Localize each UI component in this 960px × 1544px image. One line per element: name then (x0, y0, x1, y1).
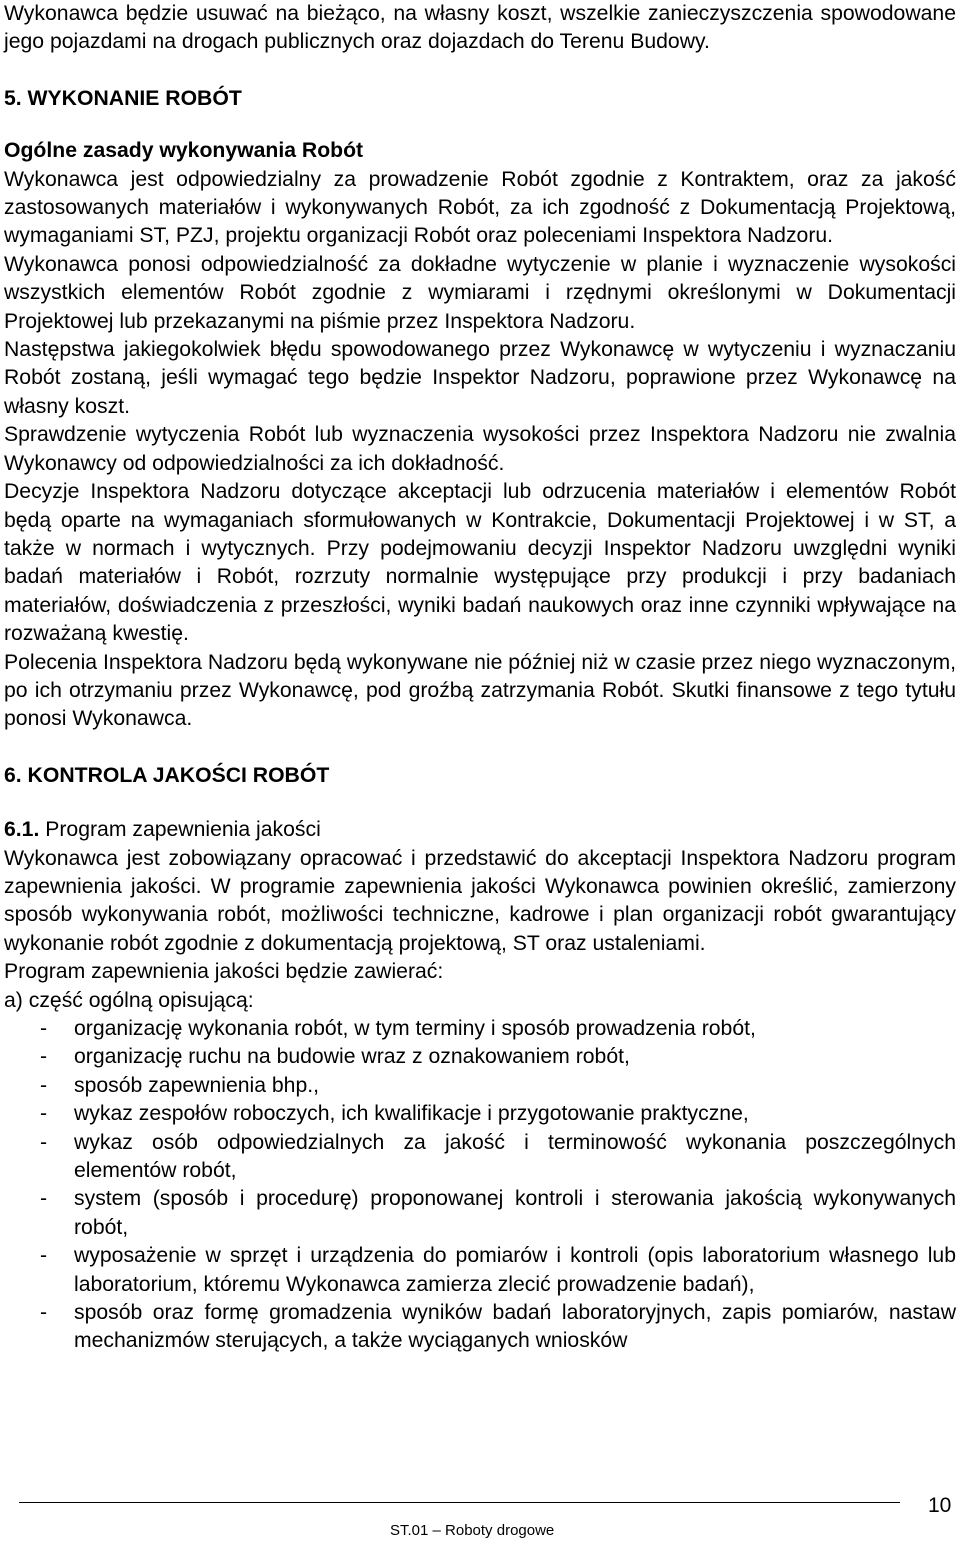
section-6-1-number: 6.1. (4, 818, 40, 842)
list-item: - organizację ruchu na budowie wraz z oznakowaniem robót, (4, 1043, 956, 1071)
section-5-subtitle: Ogólne zasady wykonywania Robót (4, 139, 364, 163)
section-5-paragraph: Wykonawca ponosi odpowiedzialność za dokładne wytyczenie w planie i wyznaczenie wysokości wszystkich elementów Robót zgodnie z wymiarami i rzędnymi określonymi w Dokumentacji Projektowej lub przekazanymi na piśmie przez Inspektora Nadzoru. (4, 252, 956, 333)
list-item: - system (sposób i procedurę) proponowanej kontroli i sterowania jakością wykonywanych robót, (4, 1185, 956, 1242)
section-5-title: 5. WYKONANIE ROBÓT (4, 86, 242, 110)
section-5-paragraph: Sprawdzenie wytyczenia Robót lub wyznaczenia wysokości przez Inspektora Nadzoru nie zwalnia Wykonawcy od odpowiedzialności za ich dokładność. (4, 423, 956, 475)
section-5-paragraph: Polecenia Inspektora Nadzoru będą wykonywane nie później niż w czasie przez niego wyznaczonym, po ich otrzymaniu przez Wykonawcę, pod groźbą zatrzymania Robót. Skutki finansowe z tego tytułu ponosi Wykonawca. (4, 650, 956, 731)
section-6-1-paragraph: Wykonawca jest zobowiązany opracować i przedstawić do akceptacji Inspektora Nadzoru program zapewnienia jakości. W programie zapewnienia jakości Wykonawca powinien określić, zamierzony sposób wykonywania robót, możliwości techniczne, kadrowe i plan organizacji robót gwarantujący wykonanie robót zgodnie z dokumentacją projektową, ST oraz ustaleniami. (4, 846, 956, 955)
list-item: - wykaz osób odpowiedzialnych za jakość i terminowość wykonania poszczególnych elementów robót, (4, 1129, 956, 1186)
page-number: 10 (928, 1494, 952, 1517)
list-item: - wykaz zespołów roboczych, ich kwalifikacje i przygotowanie praktyczne, (4, 1100, 956, 1128)
program-items-list (4, 1015, 956, 1356)
footer-label: ST.01 – Roboty drogowe (390, 1522, 555, 1539)
part-a-label: a) część ogólną opisującą: (4, 988, 254, 1012)
page-content (4, 0, 956, 1356)
section-6-title: 6. KONTROLA JAKOŚCI ROBÓT (4, 763, 330, 787)
section-6-1-heading (4, 816, 956, 844)
section-5-paragraph: Decyzje Inspektora Nadzoru dotyczące akceptacji lub odrzucenia materiałów i elementów Robót będą oparte na wymaganiach sformułowanych w Kontrakcie, Dokumentacji Projektowej i w ST, a także w normach i wytycznych. Przy podejmowaniu decyzji Inspektor Nadzoru uwzględni wyniki badań materiałów i Robót, rozrzuty normalnie występujące przy produkcji i przy badaniach materiałów, doświadczenia z przeszłości, wyniki badań naukowych oraz inne czynniki wpływające na rozważaną kwestię. (4, 480, 956, 646)
program-intro: Program zapewnienia jakości będzie zawierać: (4, 960, 444, 984)
list-item: - sposób zapewnienia bhp., (4, 1072, 956, 1100)
section-5-paragraph: Wykonawca jest odpowiedzialny za prowadzenie Robót zgodnie z Kontraktem, oraz za jakość zastosowanych materiałów i wykonywanych Robót, za ich zgodność z Dokumentacją Projektową, wymaganiami ST, PZJ, projektu organizacji Robót oraz poleceniami Inspektora Nadzoru. (4, 167, 956, 248)
section-6-1-title: Program zapewnienia jakości (39, 818, 321, 842)
list-item: - wyposażenie w sprzęt i urządzenia do pomiarów i kontroli (opis laboratorium własnego lub laboratorium, któremu Wykonawca zamierza zlecić prowadzenie badań), (4, 1242, 956, 1299)
footer-divider (19, 1502, 900, 1503)
section-5-paragraph: Następstwa jakiegokolwiek błędu spowodowanego przez Wykonawcę w wytyczeniu i wyznaczaniu Robót zostaną, jeśli wymagać tego będzie Inspektor Nadzoru, poprawione przez Wykonawcę na własny koszt. (4, 338, 956, 418)
list-item: - organizację wykonania robót, w tym terminy i sposób prowadzenia robót, (4, 1015, 956, 1043)
intro-paragraph: Wykonawca będzie usuwać na bieżąco, na własny koszt, wszelkie zanieczyszczenia spowodowane jego pojazdami na drogach publicznych oraz dojazdach do Terenu Budowy. (4, 2, 956, 54)
list-item: - sposób oraz formę gromadzenia wyników badań laboratoryjnych, zapis pomiarów, nastaw mechanizmów sterujących, a także wyciąganych wniosków (4, 1299, 956, 1356)
